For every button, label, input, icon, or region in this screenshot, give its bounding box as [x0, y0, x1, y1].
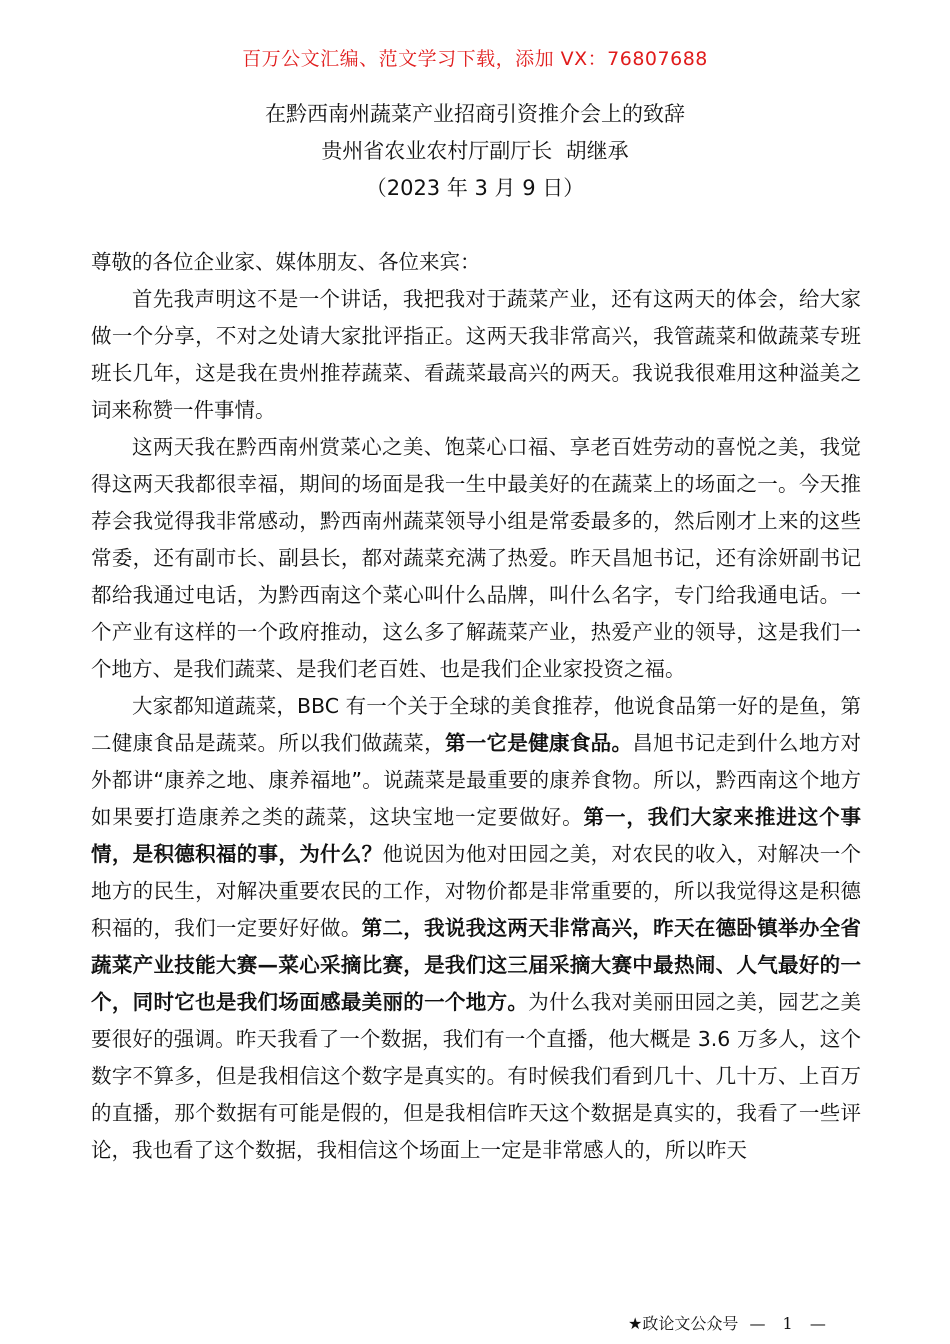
paragraph-3-text-2: 昌旭书记走到什么地方对外都讲“康养之地、康养福地”。说蔬菜是最重要的康养食物。所以，黔西南这个地方如果要打造康养之类的蔬菜，这块宝地一定要做好。	[91, 731, 862, 829]
speech-date: （2023 年 3 月 9 日）	[365, 176, 585, 200]
footer-source: ★政论文公众号	[628, 1314, 739, 1333]
speech-body	[91, 244, 861, 1169]
paragraph-3-bold-1: 第一它是健康食品。	[444, 731, 633, 755]
document-title: 在黔西南州蔬菜产业招商引资推介会上的致辞	[265, 102, 685, 126]
page-footer	[628, 1311, 832, 1334]
title-block	[0, 96, 950, 207]
page-number: 1	[782, 1314, 793, 1333]
footer-dash-left: —	[749, 1314, 766, 1333]
header-banner: 百万公文汇编、范文学习下载，添加 VX：76807688	[242, 48, 708, 70]
footer-dash-right: —	[809, 1314, 826, 1333]
salutation: 尊敬的各位企业家、媒体朋友、各位来宾：	[91, 250, 481, 274]
paragraph-3-text-4: 为什么我对美丽田园之美，园艺之美要很好的强调。昨天我看了一个数据，我们有一个直播，他大概是 3.6 万多人，这个数字不算多，但是我相信这个数字是真实的。有时候我们看到几十、几十万、上百万的直播，那个数据有可能是假的，但是我相信昨天这个数据是真实的，我看了一些评论，我也看了这个数据，我相信这个场面上一定是非常感人的，所以昨天	[91, 990, 862, 1162]
paragraph-3-text-3: 他说因为他对田园之美，对农民的收入，对解决一个地方的民生，对解决重要农民的工作，对物价都是非常重要的，所以我觉得这是积德积福的，我们一定要好好做。	[91, 842, 862, 940]
paragraph-3-text-1: 大家都知道蔬菜，BBC 有一个关于全球的美食推荐，他说食品第一好的是鱼，第二健康食品是蔬菜。所以我们做蔬菜，	[91, 694, 861, 755]
paragraph-2: 这两天我在黔西南州赏菜心之美、饱菜心口福、享老百姓劳动的喜悦之美，我觉得这两天我都很幸福，期间的场面是我一生中最美好的在蔬菜上的场面之一。今天推荐会我觉得我非常感动，黔西南州蔬菜领导小组是常委最多的，然后刚才上来的这些常委，还有副市长、副县长，都对蔬菜充满了热爱。昨天昌旭书记，还有涂妍副书记都给我通过电话，为黔西南这个菜心叫什么品牌，叫什么名字，专门给我通电话。一个产业有这样的一个政府推动，这么多了解蔬菜产业，热爱产业的领导，这是我们一个地方、是我们蔬菜、是我们老百姓、也是我们企业家投资之福。	[91, 435, 861, 681]
paragraph-3-bold-2: 第一，我们大家来推进这个事情，是积德积福的事，为什么？	[91, 805, 862, 866]
paragraph-3-bold-3: 第二，我说我这两天非常高兴，昨天在德卧镇举办全省蔬菜产业技能大赛—菜心采摘比赛，是我们这三届采摘大赛中最热闹、人气最好的一个，同时它也是我们场面感最美丽的一个地方。	[91, 916, 862, 1014]
paragraph-3	[91, 688, 861, 1169]
speaker-line: 贵州省农业农村厅副厅长 胡继承	[321, 139, 629, 163]
paragraph-1: 首先我声明这不是一个讲话，我把我对于蔬菜产业，还有这两天的体会，给大家做一个分享，不对之处请大家批评指正。这两天我非常高兴，我管蔬菜和做蔬菜专班班长几年，这是我在贵州推荐蔬菜、看蔬菜最高兴的两天。我说我很难用这种溢美之词来称赞一件事情。	[91, 287, 861, 422]
